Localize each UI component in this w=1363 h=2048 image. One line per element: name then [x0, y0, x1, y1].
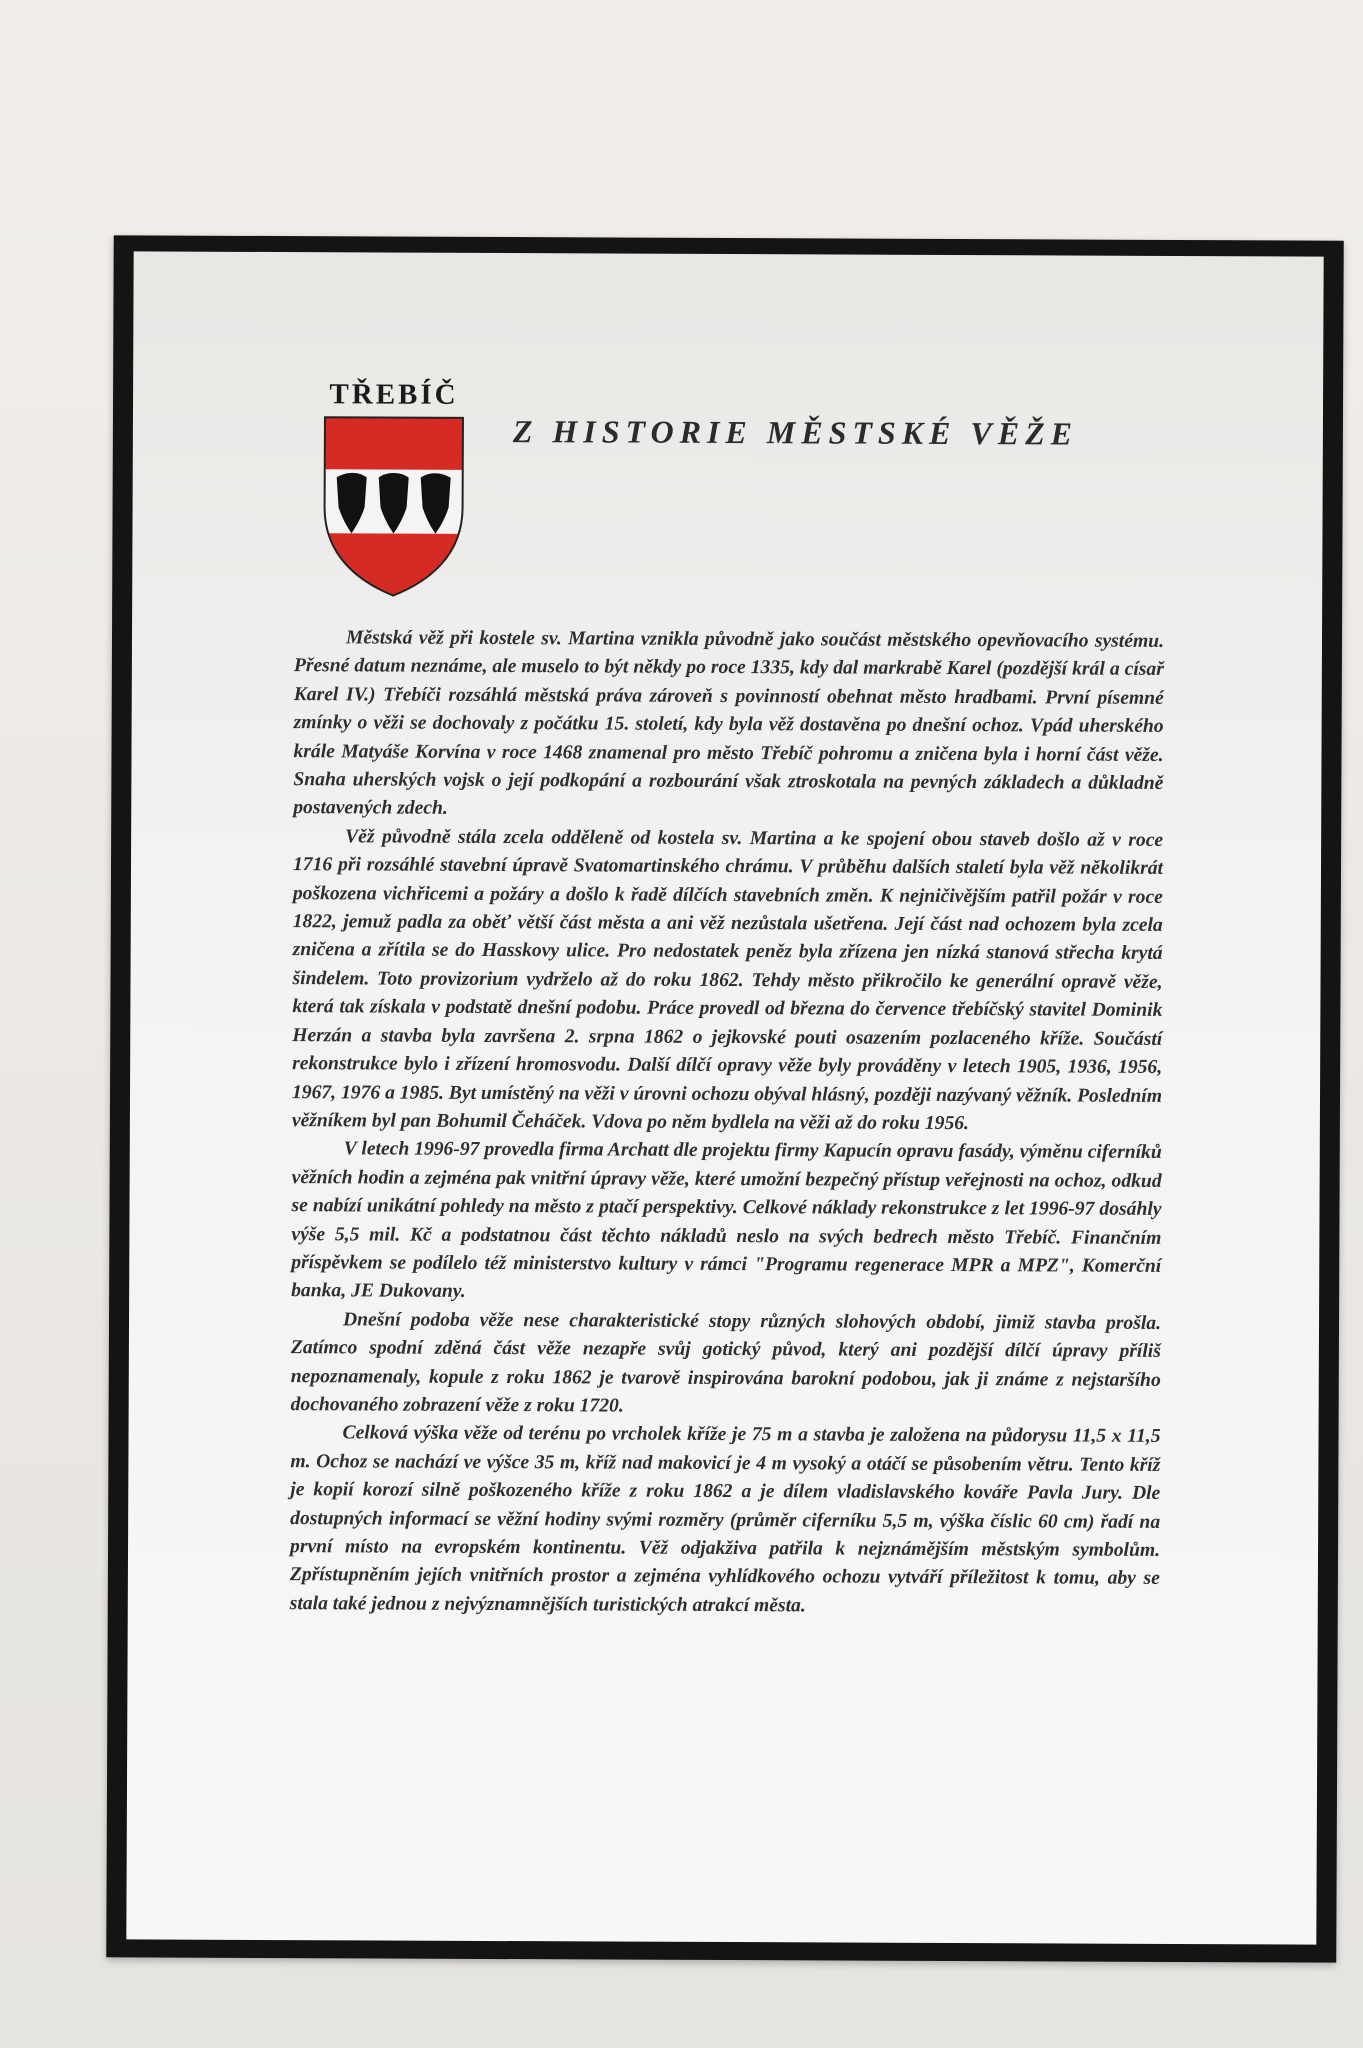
paragraph: Celková výška věže od terénu po vrcholek kříže je 75 m a stavba je založena na půdorysu 11,5 x 11,5 m. Ochoz se nachází ve výšce 35 m, kříž nad makovicí je 4 m vysoký a otáčí se působením větru. Tento kříž je kopií korozí silně poškozeného kříže z roku 1862 a je dílem vladislavského kováře Pavla Jury. Dle dostupných informací se věžní hodiny svými rozměry (průměr ciferníku 5,5 m, výška číslic 60 cm) řadí na první místo na evropském kontinentu. Věž odjakživa patřila k nejznámějším městským symbolům. Zpřístupněním jejích vnitřních prostor a zejména vyhlídkového ochozu vytváří příležitost k tomu, aby se stala také jednou z nejvýznamnějších turistických atrakcí města. [289, 1422, 1161, 1617]
paragraph: Dnešní podoba věže nese charakteristické stopy různých slohových období, jimiž stavba prošla. Zatímco spodní zděná část věže nezapře svůj gotický původ, který ani pozdější dílčí úpravy příliš nepoznamenaly, kopule z roku 1862 je tvarově inspirována barokní podobou, jak ji známe z nejstaršího dochovaného zobrazení věže z roku 1720. [290, 1309, 1162, 1417]
history-text [290, 624, 1164, 1622]
paragraph: Věž původně stála zcela odděleně od kostela sv. Martina a ke spojení obou staveb došlo až v roce 1716 při rozsáhlé stavební úpravě Svatomartinského chrámu. V průběhu dalších staletí byla věž několikrát poškozena vichřicemi a požáry a došlo k řadě dílčích stavebních změn. K nejničivějším patřil požár v roce 1822, jemuž padla za oběť větší část města a ani věž nezůstala ušetřena. Její část nad ochozem byla zcela zničena a zřítila se do Hasskovy ulice. Pro nedostatek peněz byla zřízena jen nízká stanová střecha krytá šindelem. Toto provizorium vydrželo až do roku 1862. Tehdy město přikročilo ke generální opravě věže, která tak získala v podstatě dnešní podobu. Práce provedl od března do července třebíčský stavitel Dominik Herzán a stavba byla završena 2. srpna 1862 o jejkovské pouti osazením pozlaceného kříže. Součástí rekonstrukce bylo i zřízení hromosvodu. Další dílčí opravy věže byly prováděny v letech 1905, 1936, 1956, 1967, 1976 a 1985. Byt umístěný na věži v úrovni ochozu obýval hlásný, později nazývaný věžník. Posledním věžníkem byl pan Bohumil Čeháček. Vdova po něm bydlela na věži až do roku 1956. [291, 826, 1164, 1134]
page-title: Z HISTORIE MĚSTSKÉ VĚŽE [512, 413, 1079, 452]
shield-icon [322, 415, 465, 598]
coat-of-arms [318, 378, 469, 589]
poster-sheet [126, 251, 1323, 1944]
shield-red-top [323, 415, 465, 470]
paragraph: Městská věž při kostele sv. Martina vznikla původně jako součást městského opevňovacího systému. Přesné datum neznáme, ale muselo to být někdy po roce 1335, kdy dal markrabě Karel (pozdější král a císař Karel IV.) Třebíči rozsáhlá městská práva zároveň s povinností obehnat město hradbami. První písemné zmínky o věži se dochovaly z počátku 15. století, kdy byla věž dostavěna po dnešní ochoz. Vpád uherského krále Matyáše Korvína v roce 1468 znamenal pro město Třebíč pohromu a zničena byla i horní část věže. Snaha uherských vojsk o její podkopání a rozbourání však ztroskotala na pevných základech a důkladně postavených zdech. [293, 627, 1165, 820]
poster-frame [106, 235, 1344, 1962]
crest-label: TŘEBÍČ [329, 378, 459, 411]
paragraph: V letech 1996-97 provedla firma Archatt dle projektu firmy Kapucín opravu fasády, výměnu ciferníků věžních hodin a zejména pak vnitřní úpravy věže, které umožní bezpečný přístup veřejnosti na ochoz, odkud se nabízí unikátní pohledy na město z ptačí perspektivy. Celkové náklady rekonstrukce z let 1996-97 dosáhly výše 5,5 mil. Kč a podstatnou část těchto nákladů neslo na svých bedrech město Třebíč. Finančním příspěvkem se podílelo též ministerstvo kultury v rámci "Programu regenerace MPR a MPZ", Komerční banka, JE Dukovany. [291, 1138, 1162, 1303]
shield-red-bottom [322, 533, 464, 598]
